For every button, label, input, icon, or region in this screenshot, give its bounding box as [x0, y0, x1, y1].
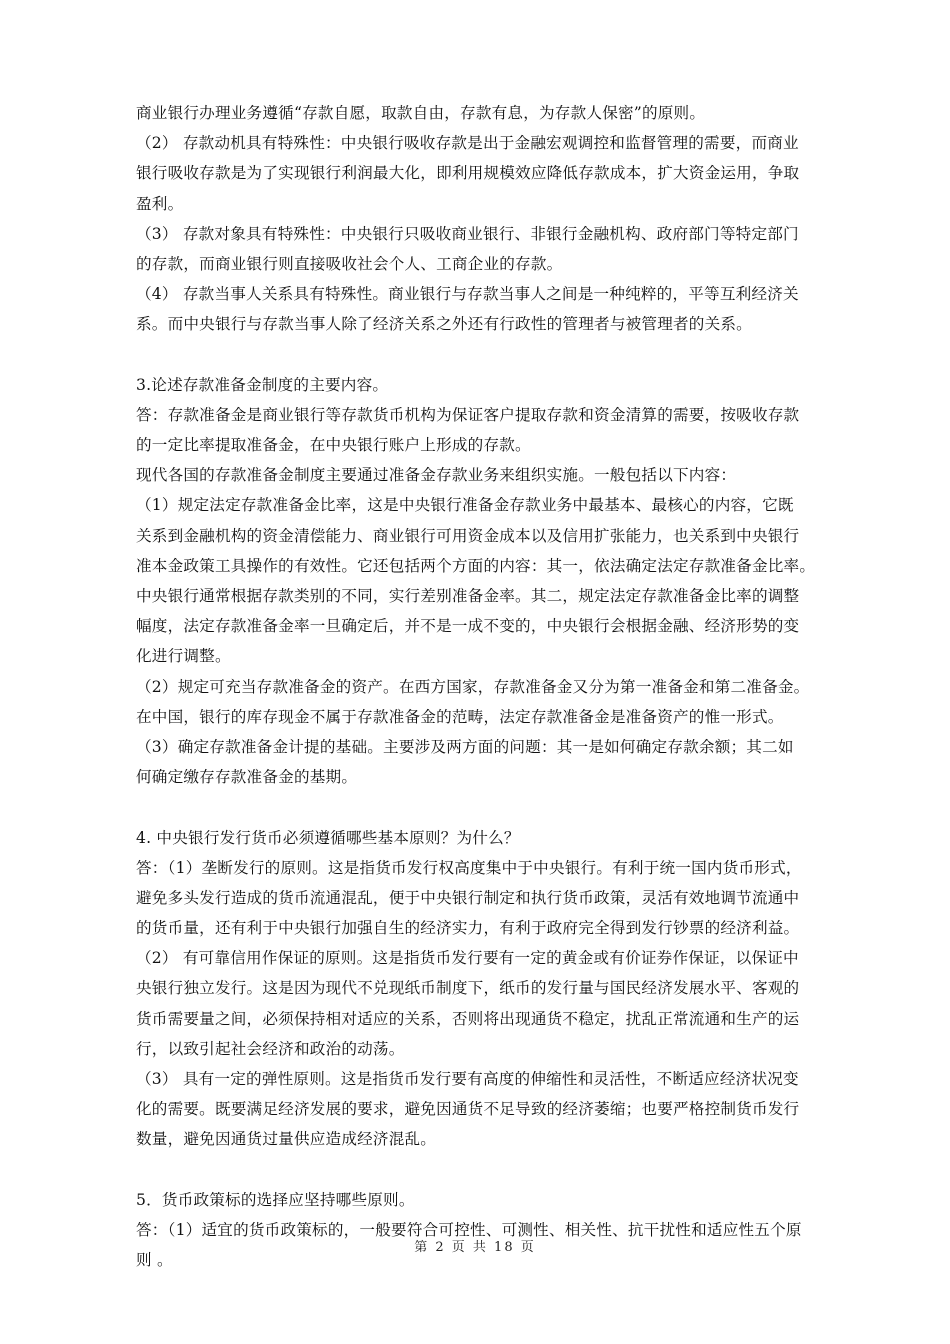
text-line: 商业银行办理业务遵循“存款自愿，取款自由，存款有息，为存款人保密”的原则。 — [136, 104, 706, 122]
text-line: （2）规定可充当存款准备金的资产。在西方国家，存款准备金又分为第一准备金和第二准备金。 — [136, 677, 810, 696]
page-footer: 第 2 页 共 18 页 — [414, 1240, 536, 1255]
text-line: 的货币量，还有利于中央银行加强自生的经济实力，有利于政府完全得到发行钞票的经济利益。 — [136, 919, 800, 938]
text-line: （2） 存款动机具有特殊性：中央银行吸收存款是出于金融宏观调控和监督管理的需要，而商业 — [136, 134, 799, 153]
text-line: 的一定比率提取准备金，在中央银行账户上形成的存款。 — [136, 436, 531, 455]
text-line: （1）规定法定存款准备金比率，这是中央银行准备金存款业务中最基本、最核心的内容，它既 — [136, 496, 794, 515]
text-line: （3） 具有一定的弹性原则。这是指货币发行要有高度的伸缩性和灵活性，不断适应经济状况变 — [136, 1070, 799, 1088]
text-line: 何确定缴存存款准备金的基期。 — [136, 768, 358, 787]
text-line: 化进行调整。 — [136, 647, 231, 666]
text-line: 行，以致引起社会经济和政治的动荡。 — [136, 1039, 405, 1058]
text-line: 4. 中央银行发行货币必须遵循哪些基本原则？为什么？ — [136, 828, 520, 847]
text-line: （3）确定存款准备金计提的基础。主要涉及两方面的问题：其一是如何确定存款余额；其二如 — [136, 737, 794, 756]
text-line: （2） 有可靠信用作保证的原则。这是指货币发行要有一定的黄金或有价证券作保证，以保证中 — [136, 949, 799, 968]
text-line: 答：（1）垄断发行的原则。这是指货币发行权高度集中于中央银行。有利于统一国内货币形式， — [136, 858, 802, 877]
text-line: 避免多头发行造成的货币流通混乱，便于中央银行制定和执行货币政策，灵活有效地调节流通中 — [136, 888, 800, 907]
text-line: 的存款，而商业银行则直接吸收社会个人、工商企业的存款。 — [136, 254, 563, 273]
text-line: 5．货币政策标的选择应坚持哪些原则。 — [136, 1190, 415, 1209]
text-line: 幅度，法定存款准备金率一旦确定后，并不是一成不变的，中央银行会根据金融、经济形势的变 — [136, 617, 800, 636]
text-line: 化的需要。既要满足经济发展的要求，避免因通货不足导致的经济萎缩；也要严格控制货币发行 — [136, 1100, 800, 1119]
text-line: 准本金政策工具操作的有效性。它还包括两个方面的内容：其一，依法确定法定存款准备金比率。 — [136, 556, 816, 575]
text-line: 系。而中央银行与存款当事人除了经济关系之外还有行政性的管理者与被管理者的关系。 — [136, 315, 752, 334]
text-line: 3.论述存款准备金制度的主要内容。 — [136, 375, 389, 394]
paragraph-gap — [136, 1155, 840, 1185]
document-body — [136, 98, 840, 1275]
paragraph-gap — [136, 792, 840, 822]
text-line: 现代各国的存款准备金制度主要通过准备金存款业务来组织实施。一般包括以下内容： — [136, 466, 737, 485]
text-line: 银行吸收存款是为了实现银行利润最大化，即利用规模效应降低存款成本，扩大资金运用，争取 — [136, 164, 800, 183]
text-line: 在中国，银行的库存现金不属于存款准备金的范畴，法定存款准备金是准备资产的惟一形式。 — [136, 707, 784, 726]
text-line: 关系到金融机构的资金清偿能力、商业银行可用资金成本以及信用扩张能力，也关系到中央银行 — [136, 526, 800, 545]
text-line: 答：存款准备金是商业银行等存款货币机构为保证客户提取存款和资金清算的需要，按吸收存款 — [136, 405, 800, 424]
text-line: 数量，避免因通货过量供应造成经济混乱。 — [136, 1130, 437, 1149]
text-line: 中央银行通常根据存款类别的不同，实行差别准备金率。其二，规定法定存款准备金比率的调整 — [136, 587, 800, 605]
text-line: （4） 存款当事人关系具有特殊性。商业银行与存款当事人之间是一种纯粹的，平等互利经济关 — [136, 285, 799, 304]
text-line: 货币需要量之间，必须保持相对适应的关系，否则将出现通货不稳定，扰乱正常流通和生产的运 — [136, 1009, 800, 1028]
text-line: 则 。 — [136, 1251, 173, 1270]
text-line: 央银行独立发行。这是因为现代不兑现纸币制度下，纸币的发行量与国民经济发展水平、客观的 — [136, 979, 800, 998]
text-line: （3） 存款对象具有特殊性：中央银行只吸收商业银行、非银行金融机构、政府部门等特定部门 — [136, 224, 799, 243]
paragraph-gap — [136, 340, 840, 370]
text-line: 盈利。 — [136, 194, 184, 213]
text-line: 答：（1）适宜的货币政策标的，一般要符合可控性、可测性、相关性、抗干扰性和适应性五个原 — [136, 1220, 802, 1239]
